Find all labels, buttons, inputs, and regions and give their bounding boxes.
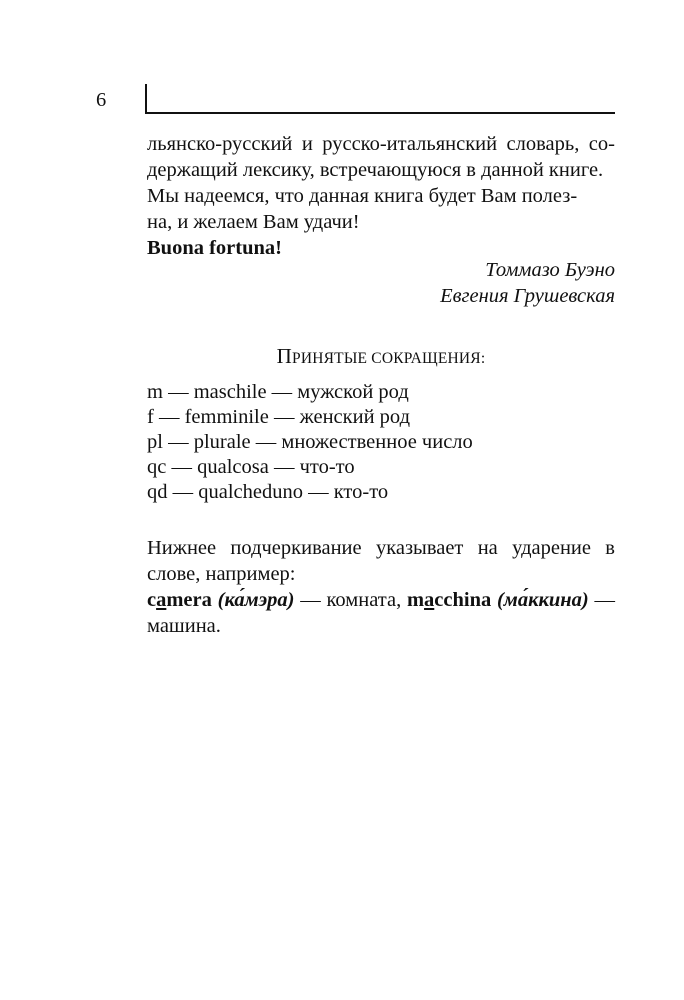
example-word-macchina: macchina [406,589,492,611]
wish-line-1: Мы надеемся, что данная книга будет Вам полез- [147,185,578,207]
example-translation-dash: — [588,589,615,611]
stress-note [147,535,615,639]
stress-note-line-1: Нижнее подчеркивание указывает на ударение в [147,537,615,559]
example-word-camera: camera [147,589,212,611]
page-number: 6 [96,89,107,111]
stressed-vowel: a [156,589,167,611]
wish-paragraph [147,183,615,261]
intro-line-1: льянско-русский и русско-итальянский словарь, со- [147,133,615,155]
wish-line-2: на, и желаем Вам удачи! [147,211,360,233]
header-divider-tick [145,84,147,112]
stress-note-line-2: слове, например: [147,563,296,585]
abbreviations-list [147,380,473,505]
abbreviation-item: m — maschile — мужской род [147,381,409,403]
abbreviations-title-rest: РИНЯТЫЕ СОКРАЩЕНИЯ: [292,350,486,367]
example-transcription-macchina: (ма́ккина) [496,589,589,611]
intro-line-2: держащий лексику, встречающуюся в данной книге. [147,159,604,181]
abbreviations-title-initial: П [276,344,293,368]
intro-paragraph [147,131,615,183]
stressed-vowel: a [424,589,435,611]
author-name-1: Томмазо Буэно [485,259,615,281]
author-signatures [440,257,615,309]
abbreviation-item: pl — plurale — множественное число [147,431,473,453]
header-rule [145,112,615,114]
stress-note-line-4: машина. [147,615,221,637]
abbreviation-item: qd — qualcheduno — кто-то [147,481,389,503]
example-transcription-camera: (ка́мэра) [217,589,295,611]
abbreviation-item: qc — qualcosa — что-то [147,456,355,478]
abbreviations-title [147,343,615,372]
example-translation-camera: — комната, [294,589,407,611]
stress-example-line [147,587,615,613]
abbreviation-item: f — femminile — женский род [147,406,411,428]
signoff: Buona fortuna! [147,237,282,259]
author-name-2: Евгения Грушевская [440,285,615,307]
